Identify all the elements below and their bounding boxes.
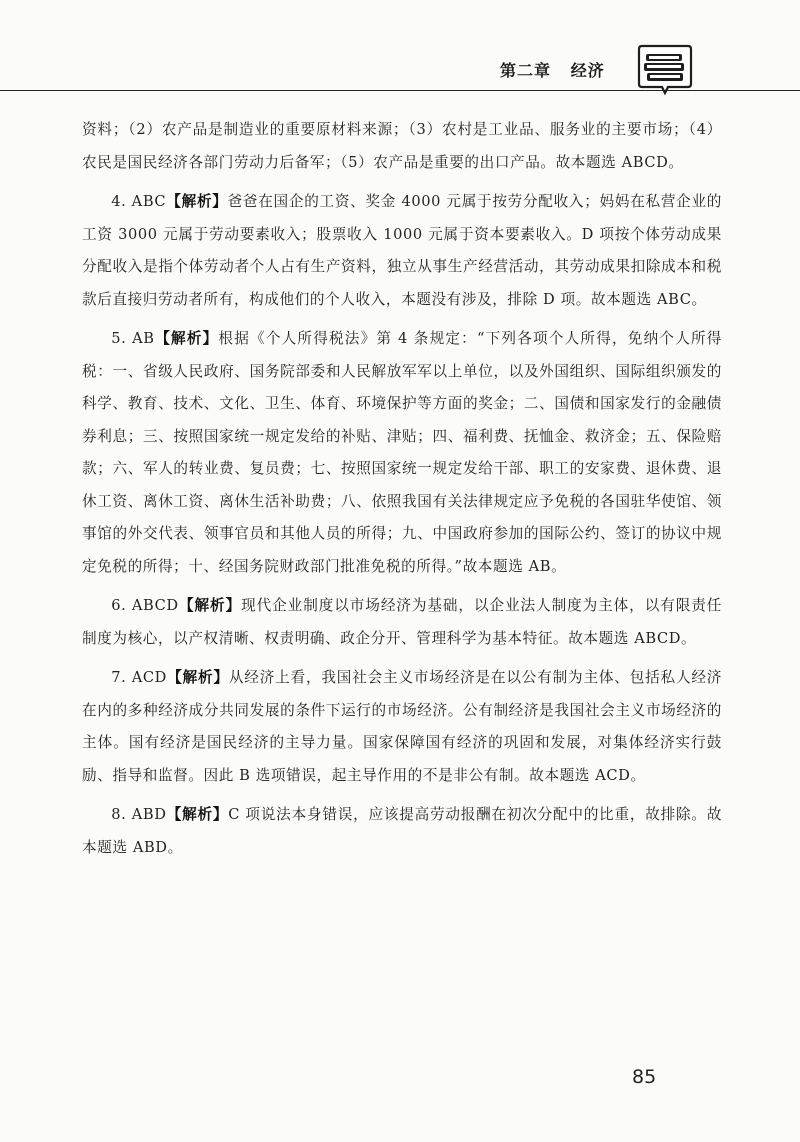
- paragraph-continuation: [82, 114, 722, 179]
- analysis-tag: 【解析】: [178, 597, 242, 614]
- paragraph-text: 从经济上看，我国社会主义市场经济是在以公有制为主体、包括私人经济在内的多种经济成分共同发展的条件下运行的市场经济。公有制经济是我国社会主义市场经济的主体。国有经济是国民经济的主导力量。国家保障国有经济的巩固和发展，对集体经济实行鼓励、指导和监督。因此 B 选项错误，起主导作用的不是非公有制。故本题选 ACD。: [82, 669, 722, 784]
- paragraph-text: C 项说法本身错误，应该提高劳动报酬在初次分配中的比重，故排除。故本题选 ABD。: [82, 806, 723, 856]
- analysis-tag: 【解析】: [166, 193, 228, 210]
- paragraph-text: 根据《个人所得税法》第 4 条规定：“下列各项个人所得，免纳个人所得税：一、省级人民政府、国务院部委和人民解放军军以上单位，以及外国组织、国际组织颁发的科学、教育、技术、文化、卫生、体育、环境保护等方面的奖金；二、国债和国家发行的金融债券利息；三、按照国家统一规定发给的补贴、津贴；四、福利费、抚恤金、救济金；五、保险赔款；六、军人的转业费、复员费；七、按照国家统一规定发给干部、职工的安家费、退休费、退休工资、离休工资、离休生活补助费；八、依照我国有关法律规定应予免税的各国驻华使馆、领事馆的外交代表、领事官员和其他人员的所得；九、中国政府参加的国际公约、签订的协议中规定免税的所得；十、经国务院财政部门批准免税的所得。”故本题选 AB。: [82, 330, 722, 575]
- chapter-number: 第二章: [500, 61, 552, 80]
- answer-item-7: [82, 662, 722, 792]
- header-rule: [0, 90, 800, 91]
- paragraph-text: 爸爸在国企的工资、奖金 4000 元属于按劳分配收入；妈妈在私营企业的工资 3000 元属于劳动要素收入；股票收入 1000 元属于资本要素收入。D 项按个体劳动成果分配收入是指个体劳动者个人占有生产资料，独立从事生产经营活动，其劳动成果扣除成本和税款后直接归劳动者所有，构成他们的个人收入，本题没有涉及，排除 D 项。故本题选 ABC。: [82, 193, 722, 308]
- answer-item-8: [82, 799, 722, 864]
- page-header: [0, 0, 800, 100]
- answer-item-5: [82, 323, 722, 583]
- answer-item-6: [82, 590, 722, 655]
- answer-key: 8. ABD: [111, 806, 167, 823]
- answer-key: 5. AB: [111, 330, 155, 347]
- answer-explanations: [82, 114, 722, 871]
- chapter-title: 经济: [570, 61, 605, 80]
- analysis-tag: 【解析】: [154, 330, 219, 347]
- chapter-heading: [500, 58, 605, 81]
- page-number: 85: [632, 1066, 657, 1088]
- answer-item-4: [82, 186, 722, 316]
- analysis-tag: 【解析】: [166, 806, 229, 823]
- paragraph-text: 资料；（2）农产品是制造业的重要原材料来源；（3）农村是工业品、服务业的主要市场；（4）农民是国民经济各部门劳动力后备军；（5）农产品是重要的出口产品。故本题选 ABCD。: [82, 121, 722, 171]
- paragraph-text: 现代企业制度以市场经济为基础，以企业法人制度为主体，以有限责任制度为核心，以产权清晰、权责明确、政企分开、管理科学为基本特征。故本题选 ABCD。: [82, 597, 722, 647]
- answer-key: 7. ACD: [111, 669, 167, 686]
- analysis-tag: 【解析】: [166, 669, 229, 686]
- answer-key: 6. ABCD: [111, 597, 179, 614]
- answer-key: 4. ABC: [111, 193, 167, 210]
